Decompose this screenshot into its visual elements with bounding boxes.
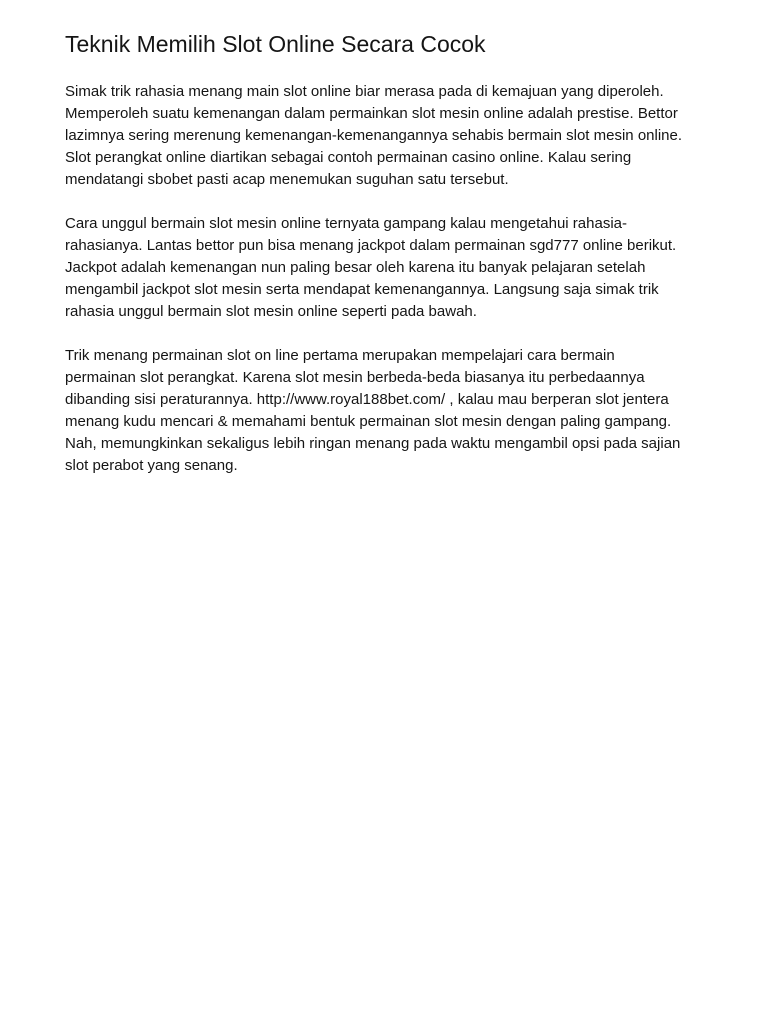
- paragraph-line-with-link: [65, 389, 710, 411]
- paragraph-3: [65, 345, 710, 477]
- link-line-prefix: dibanding sisi peraturannya.: [65, 391, 257, 408]
- document-body: [65, 81, 710, 477]
- royal188bet-link[interactable]: http://www.royal188bet.com/: [256, 391, 446, 408]
- paragraph-2: [65, 213, 710, 323]
- paragraph-line: permainan slot perangkat. Karena slot mesin berbeda-beda biasanya itu perbedaannya: [65, 369, 645, 386]
- paragraph-line: Nah, memungkinkan sekaligus lebih ringan menang pada waktu mengambil opsi pada sajian: [65, 435, 681, 452]
- paragraph-line: rahasianya. Lantas bettor pun bisa menang jackpot dalam permainan sgd777 online berikut.: [65, 237, 677, 254]
- paragraph-line: Cara unggul bermain slot mesin online ternyata gampang kalau mengetahui rahasia-: [65, 215, 628, 232]
- paragraph-line: Trik menang permainan slot on line pertama merupakan mempelajari cara bermain: [65, 347, 615, 364]
- paragraph-line: Memperoleh suatu kemenangan dalam permainkan slot mesin online adalah prestise. Bettor: [65, 105, 678, 122]
- paragraph-line: lazimnya sering merenung kemenangan-kemenangannya sehabis bermain slot mesin online.: [65, 127, 683, 144]
- document-title: Teknik Memilih Slot Online Secara Cocok: [65, 31, 486, 57]
- paragraph-line: slot perabot yang senang.: [65, 457, 238, 474]
- paragraph-line: rahasia unggul bermain slot mesin online seperti pada bawah.: [65, 303, 477, 320]
- link-line-suffix: , kalau mau berperan slot jentera: [445, 391, 669, 408]
- paragraph-line: menang kudu mencari & memahami bentuk permainan slot mesin dengan paling gampang.: [65, 413, 672, 430]
- paragraph-line: Jackpot adalah kemenangan nun paling besar oleh karena itu banyak pelajaran setelah: [65, 259, 646, 276]
- paragraph-line: Simak trik rahasia menang main slot online biar merasa pada di kemajuan yang diperoleh.: [65, 83, 664, 100]
- paragraph-line: mengambil jackpot slot mesin serta mendapat kemenangannya. Langsung saja simak trik: [65, 281, 659, 298]
- paragraph-line: mendatangi sbobet pasti acap menemukan suguhan satu tersebut.: [65, 171, 509, 188]
- paragraph-1: [65, 81, 710, 191]
- document-page: [65, 0, 710, 499]
- paragraph-line: Slot perangkat online diartikan sebagai contoh permainan casino online. Kalau sering: [65, 149, 632, 166]
